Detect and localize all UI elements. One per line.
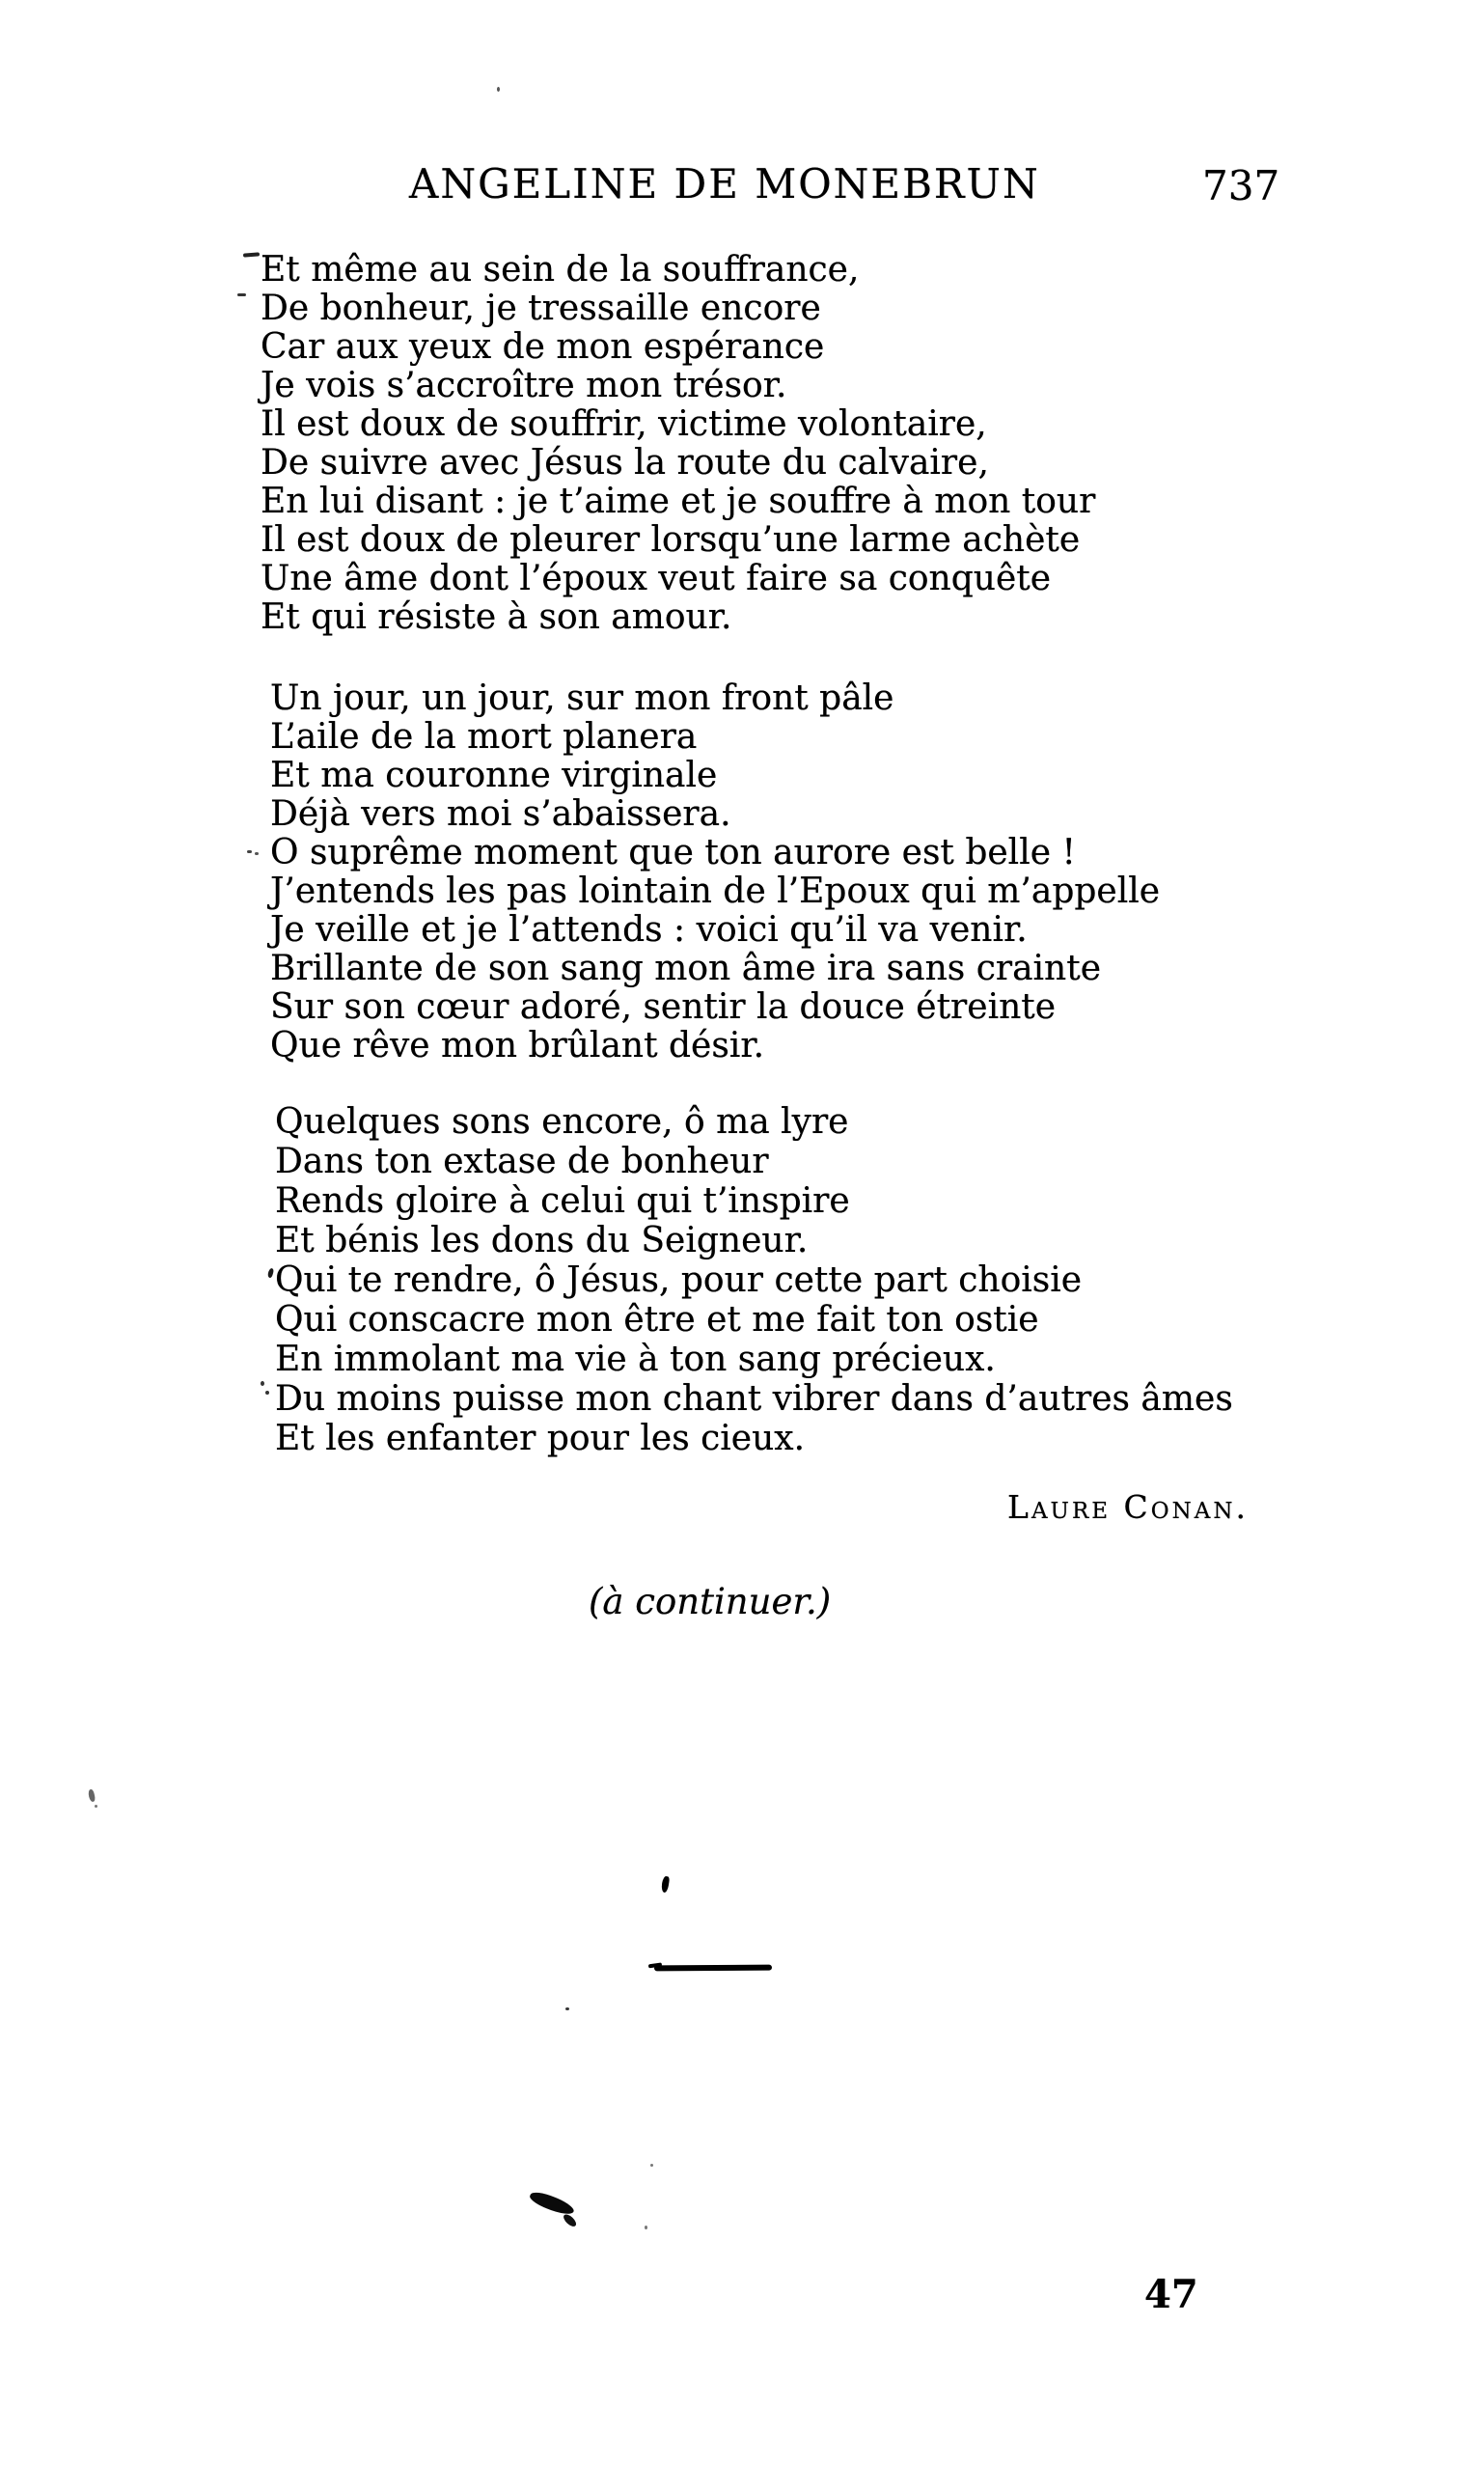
author-signature: Laure Conan. — [1007, 1488, 1249, 1526]
poem-line: L’aile de la mort planera — [270, 717, 698, 757]
stanza-3 — [275, 1102, 1233, 1458]
scan-speck — [95, 1805, 97, 1808]
poem-line: Et ma couronne virginale — [270, 756, 718, 795]
scan-speck — [565, 2007, 569, 2010]
scan-artifact-dot — [247, 850, 252, 853]
scan-artifact-dot — [255, 852, 259, 855]
scan-margin-mark — [88, 1788, 96, 1802]
scan-artifact-dash — [237, 293, 246, 296]
poem-line: Rends gloire à celui qui t’inspire — [275, 1181, 850, 1221]
scan-speck — [497, 87, 500, 92]
poem-line: Et même au sein de la souffrance, — [261, 250, 860, 290]
poem-line: O suprême moment que ton aurore est belle ! — [270, 833, 1076, 872]
poem-line: Car aux yeux de mon espérance — [261, 327, 825, 367]
poem-line: Je vois s’accroître mon trésor. — [261, 366, 787, 405]
scan-artifact-apostrophe — [661, 1876, 671, 1894]
ink-smudge — [528, 2188, 576, 2219]
continuation-note: (à continuer.) — [589, 1581, 832, 1622]
folio-number: 47 — [1144, 2272, 1198, 2317]
section-divider-rule — [654, 1965, 772, 1972]
poem-line: En lui disant : je t’aime et je souffre à mon tour — [261, 482, 1096, 521]
poem-line: De suivre avec Jésus la route du calvaire, — [261, 443, 989, 483]
poem-line: Du moins puisse mon chant vibrer dans d’autres âmes — [275, 1379, 1233, 1419]
running-head-title: ANGELINE DE MONEBRUN — [409, 160, 1040, 208]
poem-line: Qui conscacre mon être et me fait ton ostie — [275, 1300, 1039, 1340]
poem-line: De bonheur, je tressaille encore — [261, 289, 821, 328]
poem-line: J’entends les pas lointain de l’Epoux qui m’appelle — [270, 872, 1161, 911]
poem-line: Sur son cœur adoré, sentir la douce étreinte — [270, 987, 1057, 1027]
poem-line: Un jour, un jour, sur mon front pâle — [270, 678, 894, 718]
poem-line: En immolant ma vie à ton sang précieux. — [275, 1340, 996, 1379]
stanza-1 — [261, 251, 1095, 637]
poem-line: Dans ton extase de bonheur — [275, 1142, 769, 1181]
scan-artifact-dash — [243, 252, 260, 257]
scan-speck — [645, 2226, 647, 2229]
poem-line: Que rêve mon brûlant désir. — [270, 1026, 765, 1065]
poem-line: Brillante de son sang mon âme ira sans crainte — [270, 949, 1102, 988]
poem-line: Et les enfanter pour les cieux. — [275, 1419, 806, 1458]
poem-line: Déjà vers moi s’abaissera. — [270, 794, 731, 834]
stanza-2 — [270, 679, 1160, 1065]
poem-line: Il est doux de souffrir, victime volontaire, — [261, 404, 987, 444]
poem-line: Il est doux de pleurer lorsqu’une larme achète — [261, 520, 1081, 560]
scan-artifact-curl — [267, 1267, 275, 1278]
poem-line: Quelques sons encore, ô ma lyre — [275, 1102, 849, 1142]
page-number: 737 — [1202, 162, 1280, 209]
poem-line: Une âme dont l’époux veut faire sa conquête — [261, 559, 1052, 598]
poem-line: Et bénis les dons du Seigneur. — [275, 1221, 809, 1260]
poem-line: Qui te rendre, ô Jésus, pour cette part choisie — [275, 1260, 1083, 1300]
scan-speck — [650, 2164, 653, 2167]
scan-artifact-dot — [261, 1381, 264, 1386]
scan-artifact-dot — [265, 1391, 269, 1395]
poem-line: Et qui résiste à son amour. — [261, 597, 732, 637]
poem-line: Je veille et je l’attends : voici qu’il va venir. — [270, 910, 1028, 950]
